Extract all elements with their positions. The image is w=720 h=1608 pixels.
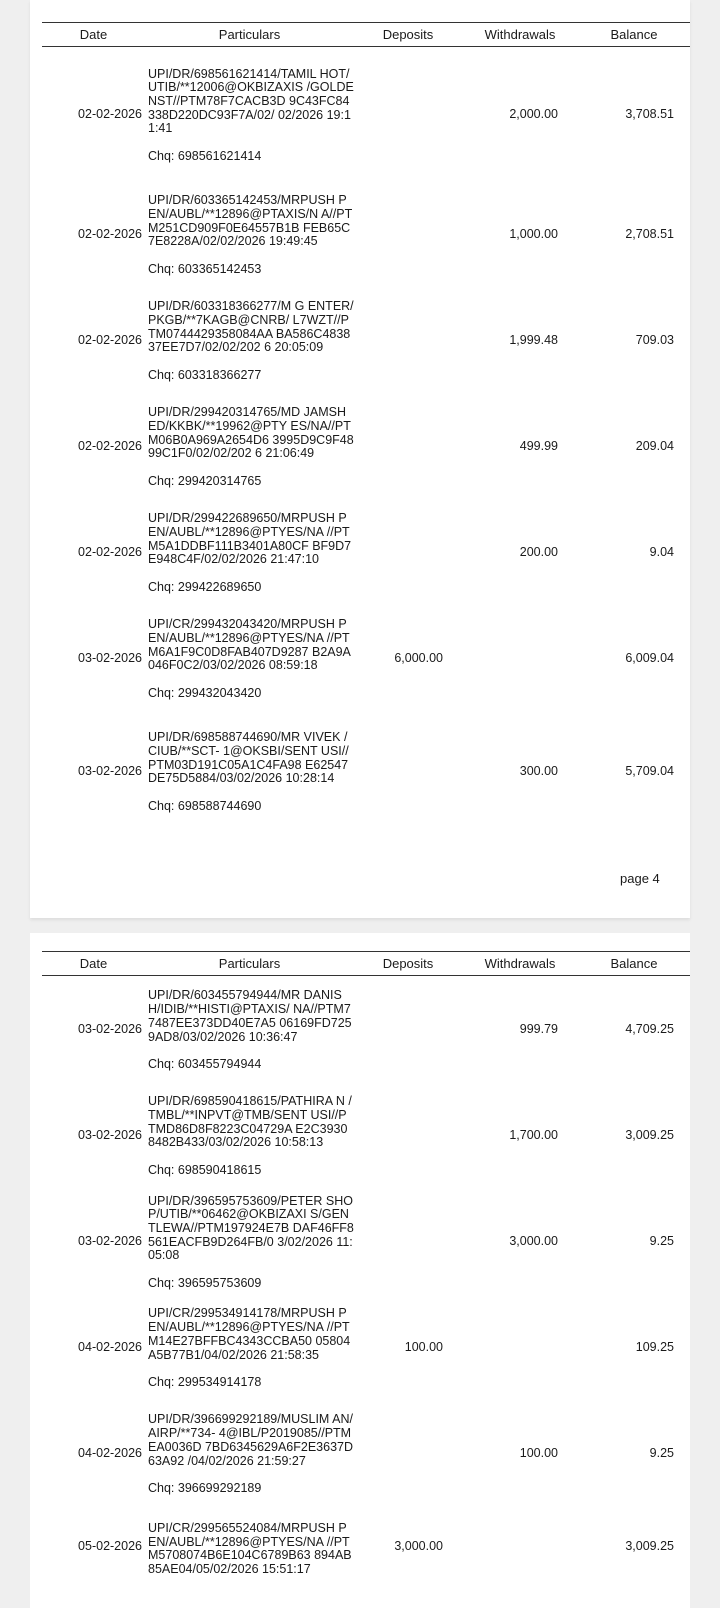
row-date: 02-02-2026	[78, 438, 142, 453]
transactions-table	[42, 22, 690, 831]
table-row	[42, 1082, 690, 1188]
header-date: Date	[42, 23, 145, 47]
row-withdrawals: 3,000.00	[509, 1233, 558, 1248]
row-withdrawals: 999.79	[519, 1021, 558, 1036]
table-row	[42, 976, 690, 1082]
row-balance: 109.25	[635, 1339, 674, 1354]
cheque-number: Chq: 603365142453	[148, 262, 262, 277]
row-date: 03-02-2026	[78, 763, 142, 778]
row-withdrawals: 1,000.00	[509, 226, 558, 241]
row-particulars	[145, 976, 354, 1082]
cheque-number: Chq: 299420314765	[148, 474, 262, 489]
row-deposits	[354, 1400, 462, 1506]
header-balance: Balance	[578, 952, 690, 976]
cheque-number: Chq: 603318366277	[148, 368, 262, 383]
table-row	[42, 1400, 690, 1506]
row-withdrawals: 499.99	[519, 438, 558, 453]
table-header	[42, 23, 690, 47]
row-balance: 9.25	[649, 1233, 674, 1248]
header-particulars: Particulars	[145, 23, 354, 47]
particulars-text: UPI/CR/299432043420/MRPUSH PEN/AUBL/**12896@PTYES/NA //PTM6A1F9C0D8FAB407D9287 B2A9A046F0C2/03/02/2026 08:59:18	[148, 617, 351, 673]
row-particulars	[145, 499, 354, 605]
row-deposits	[354, 47, 462, 181]
particulars-text: UPI/CR/299565524084/MRPUSH PEN/AUBL/**12896@PTYES/NA //PTM5708074B6E104C6789B63 894AB85AE04/05/02/2026 15:51:17	[148, 1520, 352, 1576]
row-withdrawals	[462, 1294, 578, 1400]
row-date: 03-02-2026	[78, 1021, 142, 1036]
row-deposits	[354, 393, 462, 499]
table-row	[42, 605, 690, 711]
header-deposits: Deposits	[354, 23, 462, 47]
table-row	[42, 499, 690, 605]
row-withdrawals: 100.00	[519, 1445, 558, 1460]
table-row	[42, 47, 690, 181]
row-date: 02-02-2026	[78, 106, 142, 121]
table-row	[42, 711, 690, 831]
transactions-table	[42, 951, 690, 1586]
row-withdrawals	[462, 1506, 578, 1586]
particulars-text: UPI/DR/698588744690/MR VIVEK /CIUB/**SCT- 1@OKSBI/SENT USI//PTM03D191C05A1C4FA98 E62547DE75D5884/03/02/2026 10:28:14	[148, 730, 349, 786]
row-date: 04-02-2026	[78, 1445, 142, 1460]
particulars-text: UPI/DR/603318366277/M G ENTER/PKGB/**7KAGB@CNRB/ L7WZT//PTM0744429358084AA BA586C483837EE7D7/02/02/202 6 20:05:09	[148, 299, 354, 355]
table-header	[42, 952, 690, 976]
row-particulars	[145, 287, 354, 393]
table-row	[42, 393, 690, 499]
row-particulars	[145, 1400, 354, 1506]
row-deposits	[354, 976, 462, 1082]
row-balance: 3,009.25	[625, 1127, 674, 1142]
row-balance: 2,708.51	[625, 226, 674, 241]
row-deposits: 6,000.00	[394, 650, 443, 665]
header-withdrawals: Withdrawals	[462, 23, 578, 47]
row-balance: 5,709.04	[625, 763, 674, 778]
particulars-text: UPI/DR/698561621414/TAMIL HOT/UTIB/**12006@OKBIZAXIS /GOLDENST//PTM78F7CACB3D 9C43FC84338D220DC93F7A/02/ 02/2026 19:11:41	[148, 66, 354, 136]
row-deposits	[354, 287, 462, 393]
row-date: 05-02-2026	[78, 1538, 142, 1553]
row-particulars	[145, 47, 354, 181]
row-date: 02-02-2026	[78, 226, 142, 241]
cheque-number: Chq: 396699292189	[148, 1481, 262, 1496]
header-deposits: Deposits	[354, 952, 462, 976]
cheque-number: Chq: 299422689650	[148, 580, 262, 595]
particulars-text: UPI/DR/299420314765/MD JAMSHED/KKBK/**19962@PTY ES/NA//PTM06B0A969A2654D6 3995D9C9F4899C1F0/02/02/202 6 21:06:49	[148, 405, 354, 461]
row-deposits: 3,000.00	[394, 1538, 443, 1553]
row-withdrawals: 1,700.00	[509, 1127, 558, 1142]
table-row	[42, 181, 690, 287]
row-deposits	[354, 1082, 462, 1188]
row-deposits: 100.00	[404, 1339, 443, 1354]
particulars-text: UPI/DR/299422689650/MRPUSH PEN/AUBL/**12896@PTYES/NA //PTM5A1DDBF111B3401A80CF BF9D7E948C4F/02/02/2026 21:47:10	[148, 511, 352, 567]
row-balance: 9.04	[649, 544, 674, 559]
row-balance: 3,009.25	[625, 1538, 674, 1553]
statement-page-5	[30, 933, 690, 1608]
row-particulars	[145, 711, 354, 831]
header-particulars: Particulars	[145, 952, 354, 976]
particulars-text: UPI/CR/299534914178/MRPUSH PEN/AUBL/**12896@PTYES/NA //PTM14E27BFFBC4343CCBA50 05804A5B77B1/04/02/2026 21:58:35	[148, 1306, 351, 1362]
row-date: 02-02-2026	[78, 544, 142, 559]
row-withdrawals	[462, 605, 578, 711]
cheque-number: Chq: 299432043420	[148, 686, 262, 701]
row-deposits	[354, 499, 462, 605]
cheque-number: Chq: 698588744690	[148, 799, 262, 814]
row-balance: 3,708.51	[625, 106, 674, 121]
row-date: 03-02-2026	[78, 1127, 142, 1142]
particulars-text: UPI/DR/396699292189/MUSLIM AN/AIRP/**734- 4@IBL/P2019085//PTMEA0036D 7BD6345629A6F2E3637D63A92 /04/02/2026 21:59:27	[148, 1412, 354, 1468]
header-date: Date	[42, 952, 145, 976]
table-row	[42, 1294, 690, 1400]
row-withdrawals: 300.00	[519, 763, 558, 778]
row-balance: 4,709.25	[625, 1021, 674, 1036]
row-withdrawals: 200.00	[519, 544, 558, 559]
row-particulars	[145, 605, 354, 711]
row-date: 04-02-2026	[78, 1339, 142, 1354]
page-number: page 4	[620, 871, 660, 886]
particulars-text: UPI/DR/603455794944/MR DANISH/IDIB/**HISTI@PTAXIS/ NA//PTM77487EE373DD40E7A5 06169FD7259AD8/03/02/2026 10:36:47	[148, 988, 352, 1044]
row-particulars	[145, 1188, 354, 1294]
cheque-number: Chq: 299534914178	[148, 1375, 262, 1390]
cheque-number: Chq: 698590418615	[148, 1163, 262, 1178]
row-balance: 709.03	[635, 332, 674, 347]
row-withdrawals: 2,000.00	[509, 106, 558, 121]
row-date: 03-02-2026	[78, 650, 142, 665]
row-particulars	[145, 1506, 354, 1586]
row-withdrawals: 1,999.48	[509, 332, 558, 347]
row-balance: 209.04	[635, 438, 674, 453]
row-date: 03-02-2026	[78, 1233, 142, 1248]
particulars-text: UPI/DR/396595753609/PETER SHOP/UTIB/**06462@OKBIZAXI S/GENTLEWA//PTM197924E7B DAF46FF8561EACFB9D264FB/0 3/02/2026 11:05:08	[148, 1193, 354, 1263]
particulars-text: UPI/DR/698590418615/PATHIRA N /TMBL/**INPVT@TMB/SENT USI//PTMD86D8F8223C04729A E2C39308482B433/03/02/2026 10:58:13	[148, 1094, 352, 1150]
header-withdrawals: Withdrawals	[462, 952, 578, 976]
row-balance: 9.25	[649, 1445, 674, 1460]
table-row	[42, 287, 690, 393]
table-row	[42, 1188, 690, 1294]
row-particulars	[145, 181, 354, 287]
row-date: 02-02-2026	[78, 332, 142, 347]
row-particulars	[145, 1294, 354, 1400]
cheque-number: Chq: 396595753609	[148, 1276, 262, 1291]
table-row	[42, 1506, 690, 1586]
row-balance: 6,009.04	[625, 650, 674, 665]
row-particulars	[145, 393, 354, 499]
cheque-number: Chq: 698561621414	[148, 149, 262, 164]
row-deposits	[354, 181, 462, 287]
header-balance: Balance	[578, 23, 690, 47]
statement-page-4	[30, 0, 690, 918]
row-particulars	[145, 1082, 354, 1188]
cheque-number: Chq: 603455794944	[148, 1057, 262, 1072]
row-deposits	[354, 1188, 462, 1294]
particulars-text: UPI/DR/603365142453/MRPUSH PEN/AUBL/**12896@PTAXIS/N A//PTM251CD909F0E64557B1B FEB65C7E8228A/02/02/2026 19:49:45	[148, 193, 353, 249]
row-deposits	[354, 711, 462, 831]
